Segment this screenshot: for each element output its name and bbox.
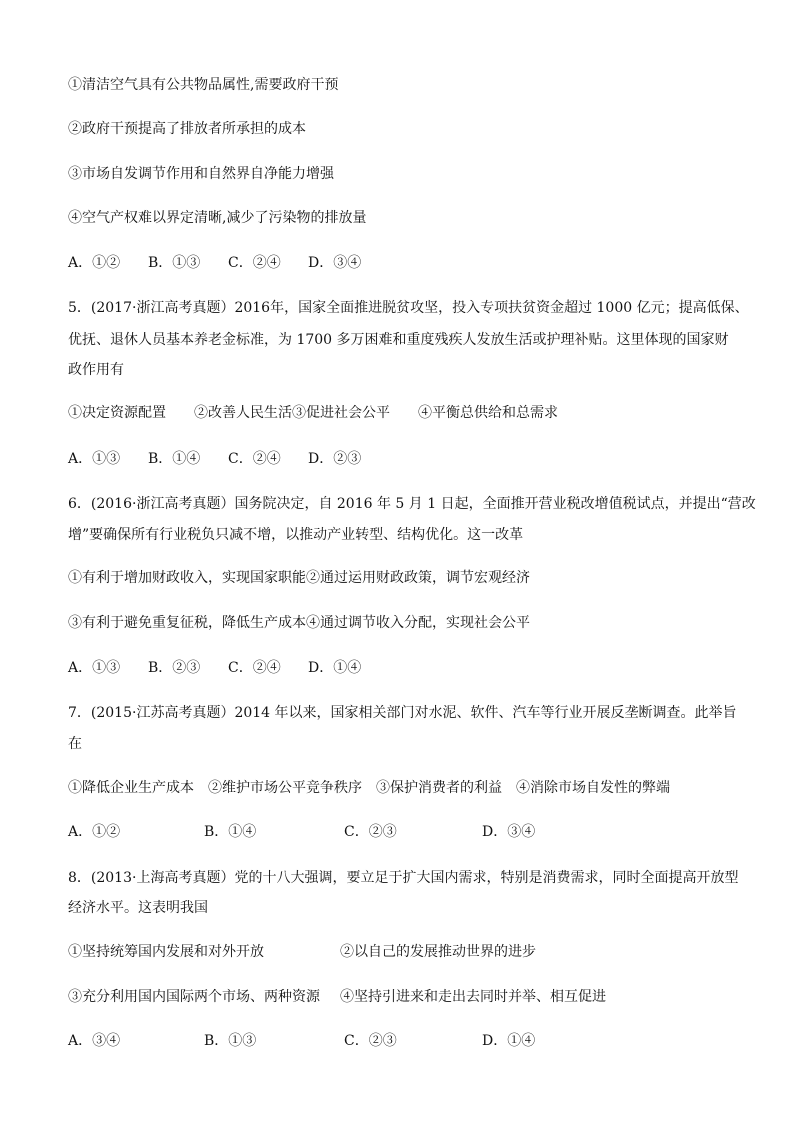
q6-statements-1-2: ①有利于增加财政收入，实现国家职能②通过运用财政政策，调节宏观经济: [68, 570, 530, 586]
q4-statement-4: ④空气产权难以界定清晰,减少了污染物的排放量: [68, 210, 367, 226]
q8-statements-row-2: [68, 987, 728, 1007]
q6-options: [68, 658, 728, 678]
q7-option-c: C．②③: [344, 824, 397, 840]
q5-options: [68, 449, 728, 469]
q5-option-b: B．①④: [148, 451, 201, 467]
q6-statements-3-4: ③有利于避免重复征税，降低生产成本④通过调节收入分配，实现社会公平: [68, 615, 530, 631]
q6-option-a: A．①③: [68, 660, 121, 676]
q6-stem-line-1: 6．(2016·浙江高考真题）国务院决定，自 2016 年 5 月 1 日起，全面推开营业税改增值税试点，并提出“营改: [68, 496, 756, 512]
q6-stem-line-2: 增”要确保所有行业税负只减不增，以推动产业转型、结构优化。这一改革: [68, 527, 524, 543]
q4-option-c: C．②④: [228, 255, 281, 271]
q5-stem-line-2: 优抚、退休人员基本养老金标准，为 1700 多万困难和重度残疾人发放生活或护理补贴。这里体现的国家财: [68, 332, 729, 348]
q4-statement-1: ①清洁空气具有公共物品属性,需要政府干预: [68, 77, 339, 93]
q8-statements-row-1: [68, 942, 728, 962]
q4-option-a: A．①②: [68, 255, 121, 271]
q4-options: [68, 253, 728, 273]
q7-option-a: A．①②: [68, 824, 121, 840]
q8-options: [68, 1031, 728, 1051]
q7-option-d: D．③④: [482, 824, 536, 840]
q8-stem-line-2: 经济水平。这表明我国: [68, 900, 208, 916]
q8-statement-2: ②以自己的发展推动世界的进步: [340, 944, 536, 960]
q8-statement-3: ③充分利用国内国际两个市场、两种资源: [68, 989, 320, 1005]
q8-statement-1: ①坚持统筹国内发展和对外开放: [68, 944, 264, 960]
q4-option-d: D．③④: [308, 255, 362, 271]
q4-option-b: B．①③: [148, 255, 201, 271]
q7-statements: ①降低企业生产成本 ②维护市场公平竞争秩序 ③保护消费者的利益 ④消除市场自发性的弊端: [68, 780, 670, 796]
q5-option-d: D．②③: [308, 451, 362, 467]
q4-statement-3: ③市场自发调节作用和自然界自净能力增强: [68, 166, 334, 182]
q8-stem-line-1: 8．(2013·上海高考真题）党的十八大强调，要立足于扩大国内需求，特别是消费需求，同时全面提高开放型: [68, 870, 739, 886]
q6-option-b: B．②③: [148, 660, 201, 676]
q7-stem-line-2: 在: [68, 736, 82, 752]
q5-statements: ①决定资源配置 ②改善人民生活③促进社会公平 ④平衡总供给和总需求: [68, 405, 558, 421]
q7-option-b: B．①④: [204, 824, 257, 840]
q8-statement-4: ④坚持引进来和走出去同时并举、相互促进: [340, 989, 606, 1005]
q5-option-c: C．②④: [228, 451, 281, 467]
q6-option-c: C．②④: [228, 660, 281, 676]
q5-stem-line-3: 政作用有: [68, 362, 124, 378]
q7-options: [68, 822, 728, 842]
q5-option-a: A．①③: [68, 451, 121, 467]
q7-stem-line-1: 7．(2015·江苏高考真题）2014 年以来，国家相关部门对水泥、软件、汽车等行业开展反垄断调查。此举旨: [68, 705, 737, 721]
q8-option-b: B．①③: [204, 1033, 257, 1049]
q5-stem-line-1: 5．(2017·浙江高考真题）2016年，国家全面推进脱贫攻坚，投入专项扶贫资金超过 1000 亿元；提高低保、: [68, 300, 749, 316]
q8-option-c: C．②③: [344, 1033, 397, 1049]
q4-statement-2: ②政府干预提高了排放者所承担的成本: [68, 121, 306, 137]
q8-option-a: A．③④: [68, 1033, 121, 1049]
q6-option-d: D．①④: [308, 660, 362, 676]
q8-option-d: D．①④: [482, 1033, 536, 1049]
